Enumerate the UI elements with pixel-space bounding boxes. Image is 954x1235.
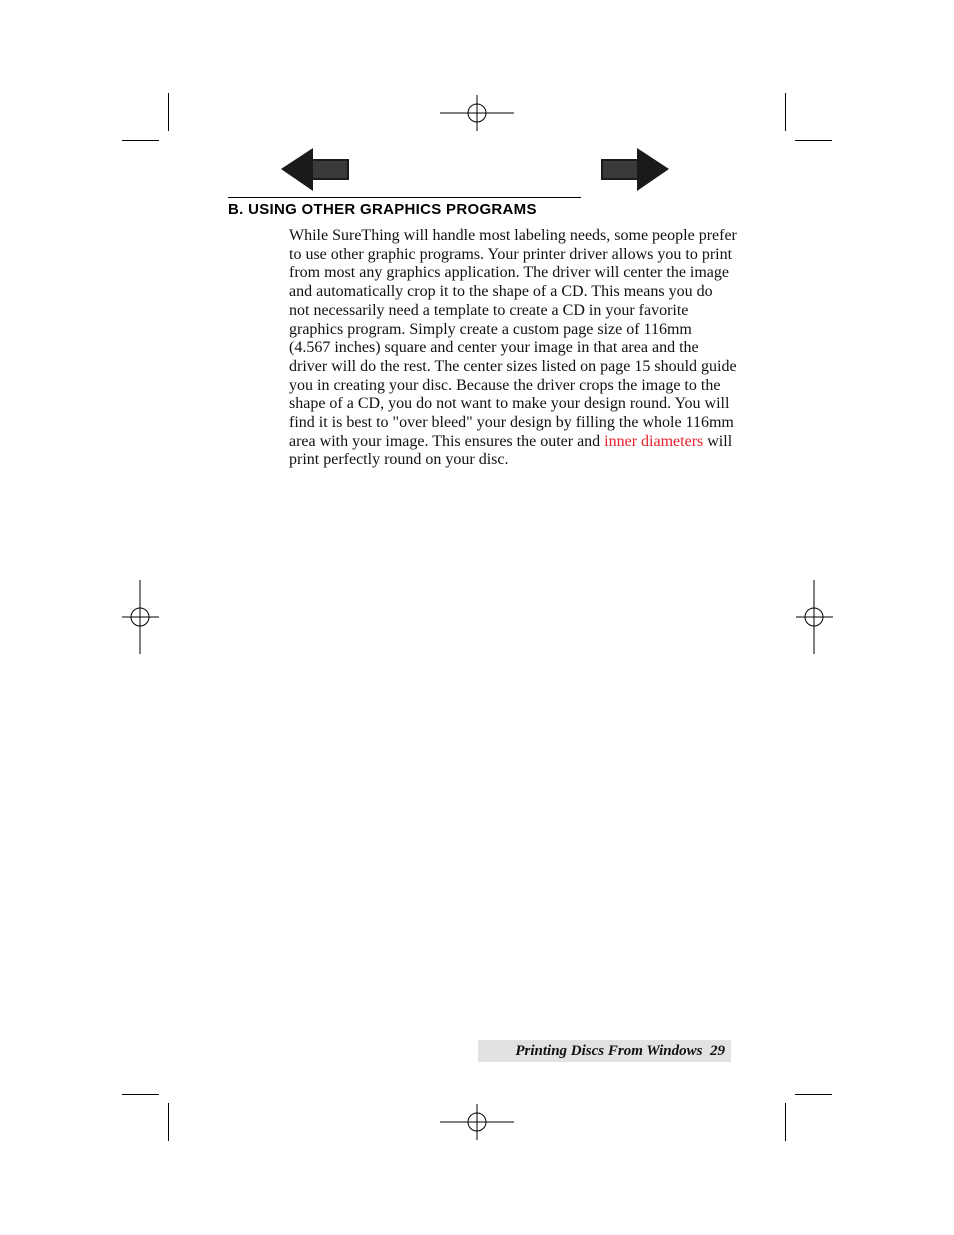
page-footer (478, 1040, 731, 1062)
body-paragraph (289, 227, 737, 470)
registration-mark-top (440, 95, 514, 131)
inner-diameters-link[interactable]: inner diameters (604, 432, 704, 450)
body-text-start: While SureThing will handle most labeling needs, some people prefer to use other graphic programs. Your printer driver allows you to print from most any graphics application. The driver will center the image and automatically crop it to the shape of a CD. This means you do not necessarily need a template to create a CD in your favorite graphics program. Simply create a custom page size of 116mm (4.567 inches) square and center your image in that area and the driver will do the rest. The center sizes listed on page 15 should guide you in creating your disc. Because the driver crops the image to the shape of a CD, you do not want to make your design round. You will find it is best to "over bleed" your design by filling the whole 116mm area with your image. This ensures the outer and (289, 227, 737, 450)
registration-mark-right (796, 580, 833, 654)
footer-label: Printing Discs From Windows (515, 1043, 703, 1059)
section-heading: B. USING OTHER GRAPHICS PROGRAMS (228, 201, 537, 218)
body-text-end: will print perfectly round on your disc. (289, 432, 733, 469)
registration-mark-bottom (440, 1104, 514, 1140)
previous-page-button[interactable] (279, 148, 351, 192)
registration-mark-left (122, 580, 159, 654)
next-page-button[interactable] (599, 148, 671, 192)
page-number: 29 (710, 1043, 725, 1059)
section-rule (228, 197, 581, 198)
right-arrow-icon (599, 148, 671, 192)
left-arrow-icon (279, 148, 351, 192)
